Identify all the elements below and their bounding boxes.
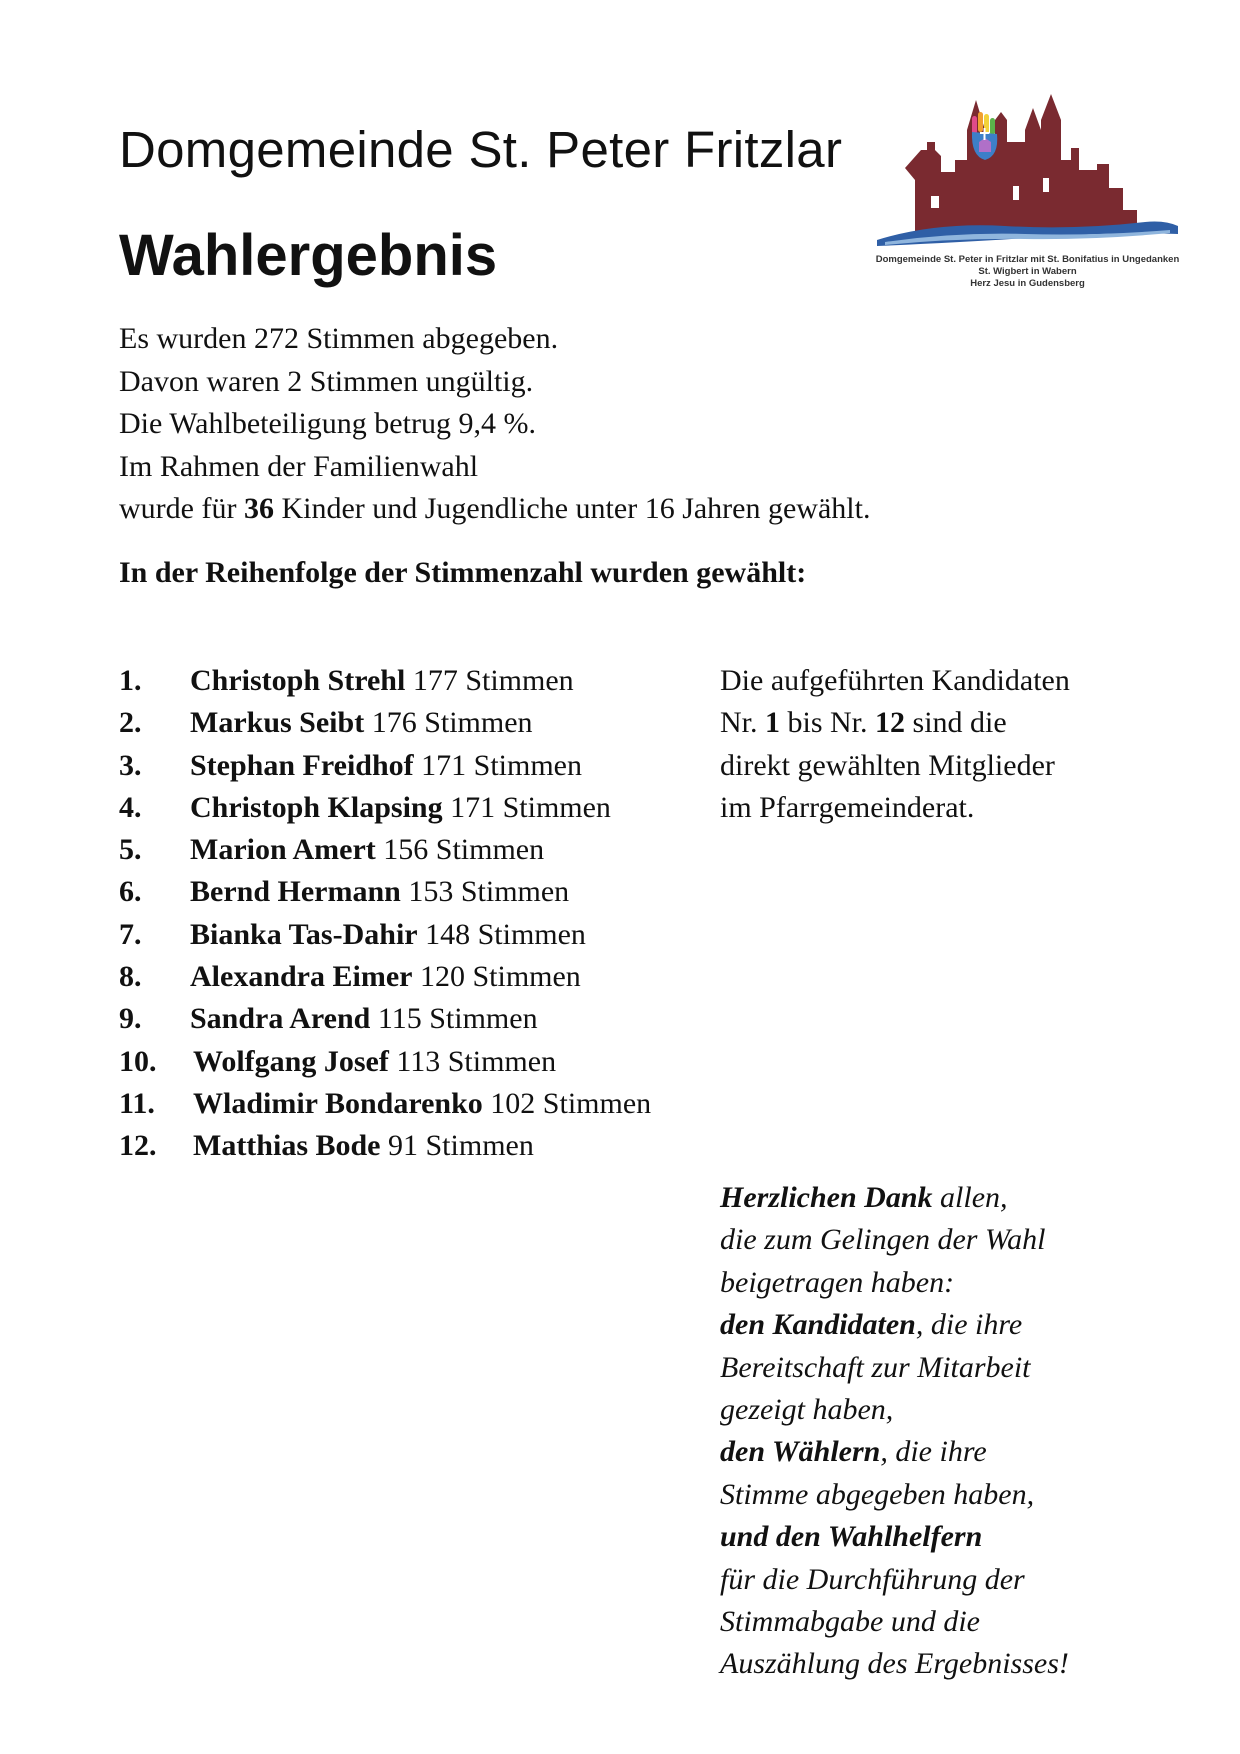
summary-text: Kinder und Jugendliche unter 16 Jahren gewählt. bbox=[281, 492, 871, 525]
result-row bbox=[119, 1083, 719, 1125]
candidate-name: Alexandra Eimer bbox=[190, 960, 413, 994]
results-heading: In der Reihenfolge der Stimmenzahl wurden gewählt: bbox=[119, 556, 807, 589]
section-title: Wahlergebnis bbox=[119, 223, 498, 288]
thanks-line: gezeigt haben, bbox=[720, 1393, 894, 1427]
results-list bbox=[119, 660, 719, 1168]
vote-count: 148 Stimmen bbox=[425, 917, 586, 951]
result-entry bbox=[193, 1041, 556, 1083]
summary-line: Die Wahlbeteiligung betrug 9,4 %. bbox=[119, 407, 536, 440]
vote-count: 120 Stimmen bbox=[419, 960, 581, 994]
vote-count: 153 Stimmen bbox=[408, 875, 570, 909]
summary-line bbox=[119, 488, 1119, 531]
rank: 5. bbox=[119, 833, 142, 867]
candidate-name: Wladimir Bondarenko bbox=[193, 1086, 483, 1120]
summary-line: Es wurden 272 Stimmen abgegeben. bbox=[119, 322, 559, 355]
candidate-name: Christoph Klapsing bbox=[190, 790, 443, 824]
thanks-bold: den Kandidaten bbox=[720, 1308, 916, 1342]
candidate-name: Markus Seibt bbox=[190, 706, 365, 740]
thanks-bold: und den Wahlhelfern bbox=[720, 1520, 983, 1554]
result-row bbox=[119, 1125, 719, 1167]
result-row bbox=[119, 1041, 719, 1083]
candidate-name: Bernd Hermann bbox=[190, 875, 401, 909]
result-entry bbox=[190, 702, 533, 744]
result-row bbox=[119, 702, 719, 744]
candidate-name: Matthias Bode bbox=[193, 1129, 381, 1163]
cathedral-silhouette bbox=[905, 94, 1137, 232]
result-entry bbox=[190, 829, 544, 871]
rank: 3. bbox=[119, 748, 142, 782]
vote-count: 115 Stimmen bbox=[377, 1002, 538, 1036]
result-row bbox=[119, 829, 719, 871]
vote-count: 91 Stimmen bbox=[388, 1129, 534, 1163]
thanks-bold: den Wählern bbox=[720, 1435, 881, 1469]
thanks-line bbox=[720, 1431, 1160, 1473]
vote-count: 176 Stimmen bbox=[371, 706, 533, 740]
thanks-line: Stimmabgabe und die bbox=[720, 1605, 980, 1639]
vote-count: 156 Stimmen bbox=[383, 833, 545, 867]
candidate-name: Bianka Tas-Dahir bbox=[190, 917, 418, 951]
rank: 7. bbox=[119, 917, 142, 951]
summary-text: wurde für bbox=[119, 492, 237, 525]
thanks-line bbox=[720, 1516, 1160, 1558]
result-row bbox=[119, 745, 719, 787]
result-row bbox=[119, 956, 719, 998]
side-note bbox=[720, 660, 1140, 829]
rank: 8. bbox=[119, 960, 142, 994]
hand-symbol bbox=[972, 112, 997, 160]
parish-logo bbox=[875, 90, 1180, 300]
rank: 6. bbox=[119, 875, 142, 909]
vote-count: 102 Stimmen bbox=[490, 1086, 652, 1120]
note-number: 1 bbox=[765, 706, 780, 740]
candidate-name: Wolfgang Josef bbox=[193, 1044, 389, 1078]
thanks-line: für die Durchführung der bbox=[720, 1562, 1025, 1596]
summary-line: Davon waren 2 Stimmen ungültig. bbox=[119, 364, 534, 398]
thanks-bold: Herzlichen Dank bbox=[720, 1181, 933, 1214]
thanks-text: allen, bbox=[940, 1181, 1008, 1214]
thanks-text: , die ihre bbox=[915, 1308, 1023, 1342]
note-line: Die aufgeführten Kandidaten bbox=[720, 664, 1070, 697]
vote-count: 113 Stimmen bbox=[396, 1044, 557, 1078]
rank: 11. bbox=[119, 1086, 155, 1120]
result-row bbox=[119, 871, 719, 913]
rank: 2. bbox=[119, 706, 142, 740]
thanks-line: Auszählung des Ergebnisses! bbox=[720, 1647, 1069, 1681]
rank: 9. bbox=[119, 1002, 142, 1036]
note-number: 12 bbox=[875, 706, 906, 740]
thanks-text: , die ihre bbox=[880, 1435, 987, 1469]
result-entry bbox=[190, 660, 574, 702]
logo-caption-line: Herz Jesu in Gudensberg bbox=[970, 278, 1085, 289]
result-row bbox=[119, 914, 719, 956]
note-line bbox=[720, 702, 1140, 744]
logo-caption-line: Domgemeinde St. Peter in Fritzlar mit St. Bonifatius in Ungedanken bbox=[875, 254, 1180, 265]
result-row bbox=[119, 998, 719, 1040]
thanks-line bbox=[720, 1304, 1160, 1346]
result-entry bbox=[193, 1083, 651, 1125]
vote-count: 177 Stimmen bbox=[412, 664, 574, 697]
result-entry bbox=[190, 787, 611, 829]
summary-line: Im Rahmen der Familienwahl bbox=[119, 449, 479, 483]
candidate-name: Stephan Freidhof bbox=[190, 748, 414, 782]
thanks-block bbox=[720, 1177, 1160, 1686]
result-entry bbox=[190, 745, 582, 787]
result-entry bbox=[190, 956, 581, 998]
rank: 10. bbox=[119, 1044, 157, 1078]
thanks-line: Bereitschaft zur Mitarbeit bbox=[720, 1350, 1031, 1384]
children-count: 36 bbox=[243, 492, 274, 525]
rank: 1. bbox=[119, 664, 142, 697]
result-row bbox=[119, 787, 719, 829]
summary-block bbox=[119, 318, 1119, 531]
note-text: sind die bbox=[912, 706, 1007, 740]
note-text: bis Nr. bbox=[787, 706, 868, 740]
result-entry bbox=[193, 1125, 534, 1167]
thanks-line: Stimme abgegeben haben, bbox=[720, 1477, 1035, 1511]
candidate-name: Sandra Arend bbox=[190, 1002, 371, 1036]
vote-count: 171 Stimmen bbox=[421, 748, 582, 782]
cathedral-logo-icon bbox=[875, 90, 1180, 250]
result-entry bbox=[190, 871, 569, 913]
result-entry bbox=[190, 998, 538, 1040]
page-title: Domgemeinde St. Peter Fritzlar bbox=[119, 121, 843, 178]
thanks-line: die zum Gelingen der Wahl bbox=[720, 1223, 1046, 1257]
rank: 12. bbox=[119, 1129, 157, 1163]
result-entry bbox=[190, 914, 586, 956]
vote-count: 171 Stimmen bbox=[450, 790, 611, 824]
thanks-line bbox=[720, 1177, 1160, 1219]
note-line: direkt gewählten Mitglieder bbox=[720, 748, 1055, 782]
logo-caption-line: St. Wigbert in Wabern bbox=[978, 266, 1077, 277]
logo-caption bbox=[875, 254, 1180, 290]
rank: 4. bbox=[119, 790, 142, 824]
candidate-name: Marion Amert bbox=[190, 833, 376, 867]
note-line: im Pfarrgemeinderat. bbox=[720, 790, 975, 824]
note-text: Nr. bbox=[720, 706, 758, 740]
candidate-name: Christoph Strehl bbox=[190, 664, 406, 697]
thanks-line: beigetragen haben: bbox=[720, 1265, 955, 1299]
result-row bbox=[119, 660, 719, 702]
